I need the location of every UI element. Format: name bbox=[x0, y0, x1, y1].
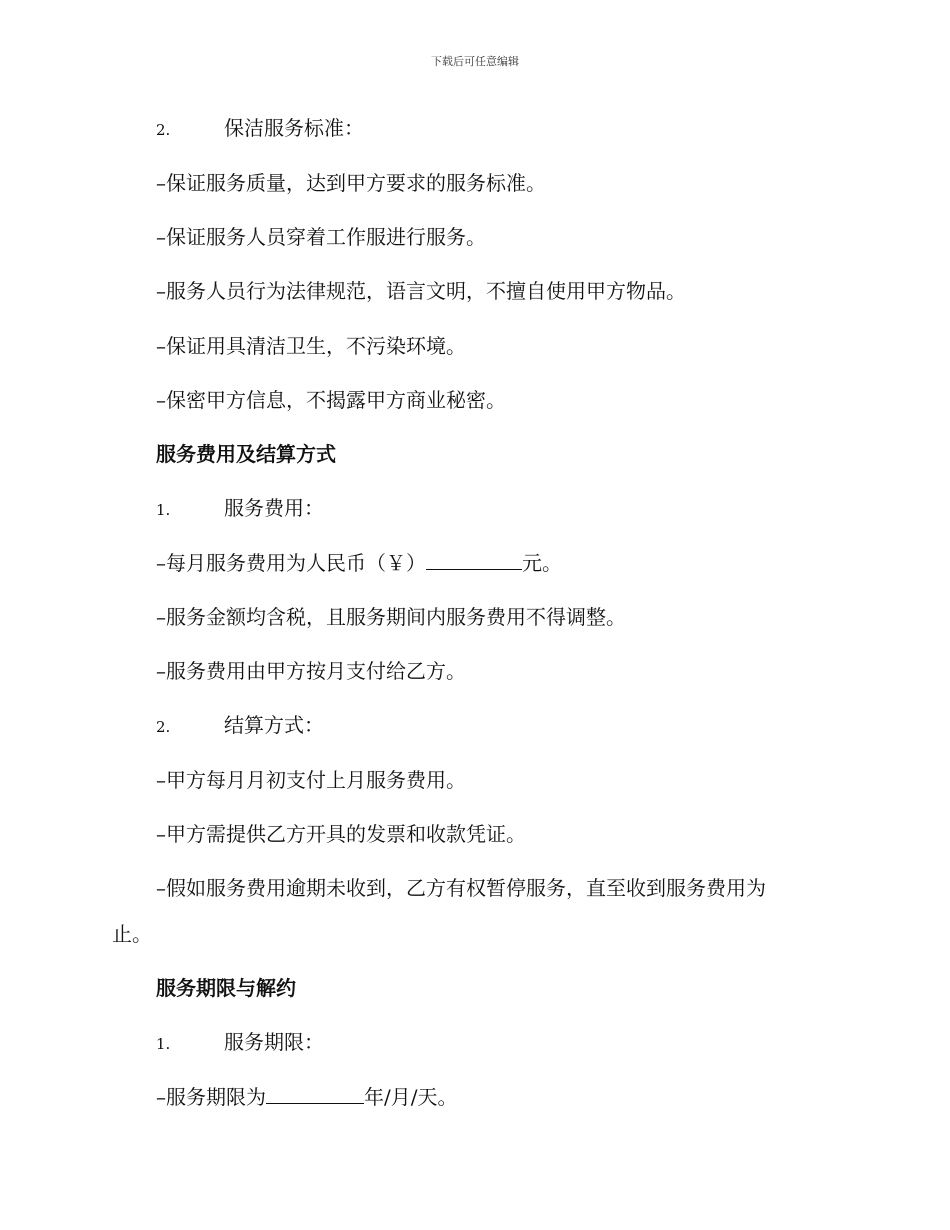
bullet-line: –甲方需提供乙方开具的发票和收款凭证。 bbox=[156, 822, 526, 846]
term-blank-field[interactable] bbox=[266, 1083, 364, 1104]
item-label: 服务费用： bbox=[224, 496, 324, 520]
bullet-line: –甲方每月月初支付上月服务费用。 bbox=[156, 768, 466, 792]
fees-item bbox=[156, 494, 324, 524]
bullet-line: –服务金额均含税，且服务期间内服务费用不得调整。 bbox=[156, 605, 626, 629]
bullet-line: –服务人员行为法律规范，语言文明，不擅自使用甲方物品。 bbox=[156, 279, 686, 303]
bullet-text: –每月服务费用为人民币（￥） bbox=[156, 551, 426, 575]
bullet-line: –假如服务费用逾期未收到，乙方有权暂停服务，直至收到服务费用为 bbox=[156, 876, 766, 900]
item-number: 1. bbox=[156, 1035, 171, 1053]
item-label: 保洁服务标准： bbox=[224, 116, 364, 140]
bullet-line bbox=[156, 1083, 457, 1111]
standards-item bbox=[156, 114, 364, 144]
item-label: 服务期限： bbox=[224, 1030, 324, 1054]
bullet-text: 年/月/天。 bbox=[364, 1085, 458, 1109]
bullet-line-continuation: 止。 bbox=[112, 922, 152, 946]
item-number: 2. bbox=[156, 718, 171, 736]
bullet-line: –服务费用由甲方按月支付给乙方。 bbox=[156, 659, 466, 683]
bullet-line: –保证用具清洁卫生，不污染环境。 bbox=[156, 334, 466, 358]
section-heading-term: 服务期限与解约 bbox=[156, 976, 296, 1000]
bullet-text: 元。 bbox=[522, 551, 562, 575]
term-item bbox=[156, 1028, 324, 1058]
item-number: 2. bbox=[156, 121, 171, 139]
bullet-line: –保证服务人员穿着工作服进行服务。 bbox=[156, 225, 486, 249]
item-number: 1. bbox=[156, 501, 171, 519]
amount-blank-field[interactable] bbox=[426, 549, 522, 570]
settlement-item bbox=[156, 711, 324, 741]
page-header-note: 下载后可任意编辑 bbox=[431, 55, 519, 68]
bullet-text: –服务期限为 bbox=[156, 1085, 266, 1109]
bullet-line: –保证服务质量，达到甲方要求的服务标准。 bbox=[156, 171, 546, 195]
bullet-line: –保密甲方信息，不揭露甲方商业秘密。 bbox=[156, 388, 506, 412]
item-label: 结算方式： bbox=[224, 713, 324, 737]
bullet-line bbox=[156, 549, 562, 577]
section-heading-fees: 服务费用及结算方式 bbox=[156, 442, 336, 466]
